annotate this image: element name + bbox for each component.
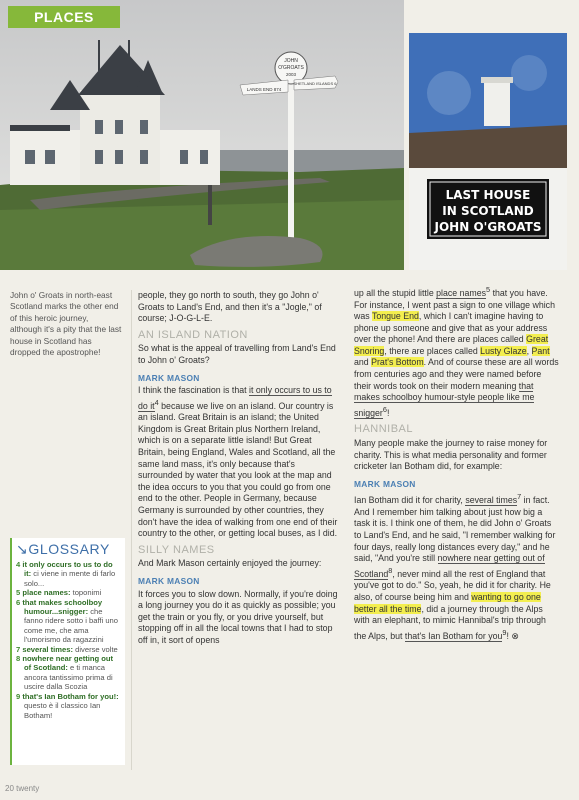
signpost-text-groats: O'GROATS <box>278 65 304 71</box>
glossary-title: ↘GLOSSARY <box>16 541 110 557</box>
signpost-text-john: JOHN <box>284 58 298 64</box>
photo-caption: John o' Groats in north-east Scotland marks the other end of this heroic journey, although it's a pity that the last house in Scotland has dropped the apostrophe! <box>10 290 122 358</box>
glossary-item <box>12 692 125 720</box>
heading-hannibal: HANNIBAL <box>354 423 414 436</box>
glossary-def: diverse volte <box>73 644 118 654</box>
answer-2-continued: up all the stupid little place names$^5$ that you have. For instance, I went past a sign to one village which was Tongue End, which I can't imagine having to phone up someone and give that as your address over the phone! And there are places called Great Snoring, there are places called Lusty Glaze, Pant and Prat's Bottom. And of course these are all words from centuries ago and they were named before their words took on their modern meaning that makes schoolboy humour-style people like me snigger$^6$! <box>354 285 559 418</box>
glossary-def: che fanno ridere sotto i baffi uno come me, che ama l'umorismo da ragazzini <box>24 607 119 645</box>
glossary-box <box>10 538 125 765</box>
glossary-list <box>12 560 125 720</box>
glossary-num: 4 <box>16 560 21 569</box>
heading-island-nation: AN ISLAND NATION <box>138 328 248 341</box>
article-column-3 <box>354 284 559 642</box>
glossary-term: it only occurs to us to do it: <box>22 560 113 579</box>
signpost-text-shetland: SHETLAND ISLANDS 6 <box>293 81 337 86</box>
glossary-num: 9 <box>16 691 21 701</box>
john-o-groats-photo <box>0 0 404 270</box>
speaker-label: MARK MASON <box>138 372 200 383</box>
question-1: So what is the appeal of travelling from Land's End to John o' Groats? <box>138 343 336 365</box>
speaker-label: MARK MASON <box>138 575 200 586</box>
question-3: Many people make the journey to raise money for charity. This is what media personality and former cricketer Ian Botham did, for example: <box>354 437 548 472</box>
signpost-text-lands-end: LANDS END 874 <box>246 87 282 92</box>
glossary-num: 7 <box>16 644 21 654</box>
glossary-def: ci viene in mente di farlo solo... <box>24 569 116 588</box>
question-2: And Mark Mason certainly enjoyed the journey: <box>138 558 322 569</box>
last-house-photo <box>409 33 567 270</box>
glossary-def: e ti manca ancora tantissimo prima di uscire dalla Scozia <box>24 663 113 692</box>
column-divider <box>131 290 132 770</box>
glossary-term: nowhere near getting out of Scotland: <box>22 654 114 673</box>
glossary-item <box>12 588 125 597</box>
glossary-item <box>12 645 125 654</box>
glossary-item <box>12 654 125 692</box>
glossary-term: place names: <box>22 588 71 598</box>
answer-1: I think the fascination is that it only occurs to us to do $it^4$ because we live on an island. Our country is an island. Great Britain is an island; the United Kingdom is Great Britain plus Northern Ireland, which is on a separate little island! But Great Britain, being England, Wales and Scotland, all the same land mass, it's only because that's surrounded by water that you look at the map and the idea occurs to you that you could go from one end to the other. People in Germany, because Germany is surrounded by other countries, they don't have the idea of walking from one end of their country to the other, or getting local buses, as I did. <box>138 385 338 539</box>
sign-line-1: LAST HOUSE <box>445 188 531 202</box>
glossary-def: questo è il classico Ian Botham! <box>24 701 101 720</box>
answer-3: Ian Botham did it for charity, several times$^7$ in fact. And I remember him talking about just how big a task it is. I think one of them, he did John o' Groats to Land's End, and he said, "I remember walking for four days, really long distances every day," and he said, "And you're still nowhere near getting out of Scotland$^8$, never mind all the rest of England that you've got to do." So, yeah, he did it for charity. He also, of course being him and wanting to go one better all the time, did a journey through the Alps with an elephant, to mimic Hannibal's trip through the Alps, but that's Ian Botham for you$^9$! ⊗ <box>354 492 556 641</box>
glossary-item <box>12 598 125 645</box>
glossary-term: that's Ian Botham for you!: <box>22 691 119 701</box>
signpost-text-year: 2003 <box>285 72 297 77</box>
glossary-term: several times: <box>22 644 74 654</box>
glossary-num: 6 <box>16 597 21 607</box>
glossary-num: 5 <box>16 588 21 598</box>
sign-line-3: JOHN O'GROATS <box>434 220 542 234</box>
sign-line-2: IN SCOTLAND <box>442 204 534 218</box>
answer-2: It forces you to slow down. Normally, if you're doing a long journey you do it as quickly as possible; you get the train or you fly, or you drive yourself, but stopping off in all the local towns that I had to stop off in, it sort of opens <box>138 588 338 645</box>
article-column-2 <box>138 290 338 647</box>
glossary-num: 8 <box>16 654 21 664</box>
speaker-label: MARK MASON <box>354 478 416 489</box>
glossary-arrow-icon: ↘ <box>16 541 29 557</box>
glossary-term: that makes schoolboy humour...snigger: <box>22 597 103 617</box>
section-tag: PLACES <box>8 6 120 28</box>
heading-silly-names: SILLY NAMES <box>138 543 215 556</box>
glossary-def: toponimi <box>70 588 102 598</box>
page-footer: 20 twenty <box>5 784 40 793</box>
col2-intro: people, they go north to south, they go John o' Groats to Land's End, and then it's a "Jogle," of course; J-O-G-L-E. <box>138 290 322 324</box>
glossary-item <box>12 560 125 588</box>
